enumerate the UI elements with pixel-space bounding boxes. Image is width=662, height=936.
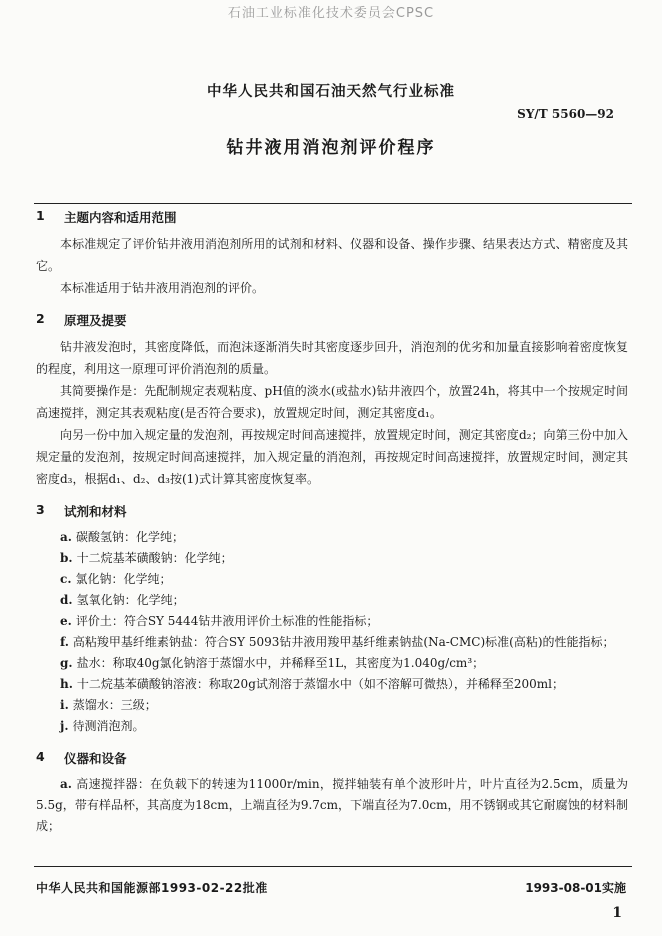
effective-date: 1993-08-01实施 [525, 881, 626, 895]
section-title: 试剂和材料 [64, 504, 127, 519]
item-text: 十二烷基苯磺酸钠溶液：称取20g试剂溶于蒸馏水中（如不溶解可微热），并稀释至200ml； [76, 677, 564, 691]
paragraph: 本标准适用于钻井液用消泡剂的评价。 [60, 281, 265, 295]
section-number: 3 [36, 502, 45, 517]
item-label: a . [60, 530, 72, 544]
document-body [36, 206, 628, 837]
item-text: 待测消泡剂。 [72, 719, 145, 733]
item-label: a . [60, 777, 72, 791]
section-2 [36, 311, 628, 490]
section-title: 主题内容和适用范围 [64, 210, 177, 225]
standard-code: SY/T 5560—92 [517, 107, 614, 121]
item-label: f . [60, 635, 69, 649]
page-number: 1 [612, 905, 622, 921]
item-label: g . [60, 656, 73, 670]
item-text: 高速搅拌器：在负载下的转速为11000r/min，搅拌轴装有单个波形叶片，叶片直径为2.5cm，质量为5.5g，带有样品杯，其高度为18cm，上端直径为9.7cm，下端直径为7.0cm，用不锈钢或其它耐腐蚀的材料制成； [36, 777, 628, 833]
section-title: 仪器和设备 [64, 751, 127, 766]
section-number: 4 [36, 749, 45, 764]
bottom-divider [34, 866, 632, 867]
list-item [36, 716, 628, 737]
section-heading [36, 502, 628, 520]
paragraph: 本标准规定了评价钻井液用消泡剂所用的试剂和材料、仪器和设备、操作步骤、结果表达方式、精密度及其它。 [36, 237, 628, 273]
item-label: j . [60, 719, 69, 733]
item-text: 碳酸氢钠：化学纯； [75, 530, 184, 544]
item-text: 盐水：称取40g氯化钠溶于蒸馏水中，并稀释至1L，其密度为1.040g/cm³； [76, 656, 485, 670]
item-label: d . [60, 593, 73, 607]
section-title: 原理及提要 [64, 313, 127, 328]
item-text: 氢氧化钠：化学纯； [76, 593, 185, 607]
issuer-title: 中华人民共和国石油天然气行业标准 [207, 84, 455, 100]
top-divider [34, 203, 632, 204]
item-text: 高粘羧甲基纤维素钠盐：符合SY 5093钻井液用羧甲基纤维素钠盐(Na-CMC)标准(高粘)的性能指标； [72, 635, 615, 649]
section-heading [36, 208, 628, 226]
list-item [36, 695, 628, 716]
document-title: 钻井液用消泡剂评价程序 [226, 138, 436, 158]
item-text: 蒸馏水：三级； [72, 698, 157, 712]
list-item [36, 611, 628, 632]
item-label: i . [60, 698, 69, 712]
item-label: h . [60, 677, 73, 691]
item-label: b . [60, 551, 73, 565]
list-item [36, 653, 628, 674]
paragraph: 向另一份中加入规定量的发泡剂，再按规定时间高速搅拌，放置规定时间，测定其密度d₂；向第三份中加入规定量的发泡剂，按规定时间高速搅拌，加入规定量的消泡剂，再按规定时间高速搅拌，放置规定时间，测定其密度d₃，根据d₁、d₂、d₃按(1)式计算其密度恢复率。 [36, 428, 628, 486]
item-text: 十二烷基苯磺酸钠：化学纯； [76, 551, 233, 565]
section-heading [36, 749, 628, 767]
list-item [36, 569, 628, 590]
list-item [36, 774, 628, 837]
section-heading [36, 311, 628, 329]
item-text: 氯化钠：化学纯； [75, 572, 172, 586]
list-item [36, 548, 628, 569]
list-item [36, 527, 628, 548]
paragraph: 其简要操作是：先配制规定表观粘度、pH值的淡水(或盐水)钻井液四个，放置24h，将其中一个按规定时间高速搅拌，测定其表观粘度(是否符合要求)，放置规定时间，测定其密度d₁。 [36, 384, 628, 420]
paragraph: 钻井液发泡时，其密度降低，而泡沫逐渐消失时其密度逐步回升，消泡剂的优劣和加量直接影响着密度恢复的程度，利用这一原理可评价消泡剂的质量。 [36, 340, 628, 376]
section-4 [36, 749, 628, 837]
approval-date: 中华人民共和国能源部1993-02-22批准 [36, 881, 268, 895]
section-1 [36, 208, 628, 299]
section-3 [36, 502, 628, 737]
list-item [36, 674, 628, 695]
watermark: 石油工业标准化技术委员会CPSC [227, 6, 435, 21]
section-number: 2 [36, 311, 45, 326]
list-item [36, 590, 628, 611]
section-number: 1 [36, 208, 45, 223]
item-label: e . [60, 614, 72, 628]
item-text: 评价土：符合SY 5444钻井液用评价土标准的性能指标； [75, 614, 379, 628]
list-item [36, 632, 628, 653]
item-label: c . [60, 572, 72, 586]
